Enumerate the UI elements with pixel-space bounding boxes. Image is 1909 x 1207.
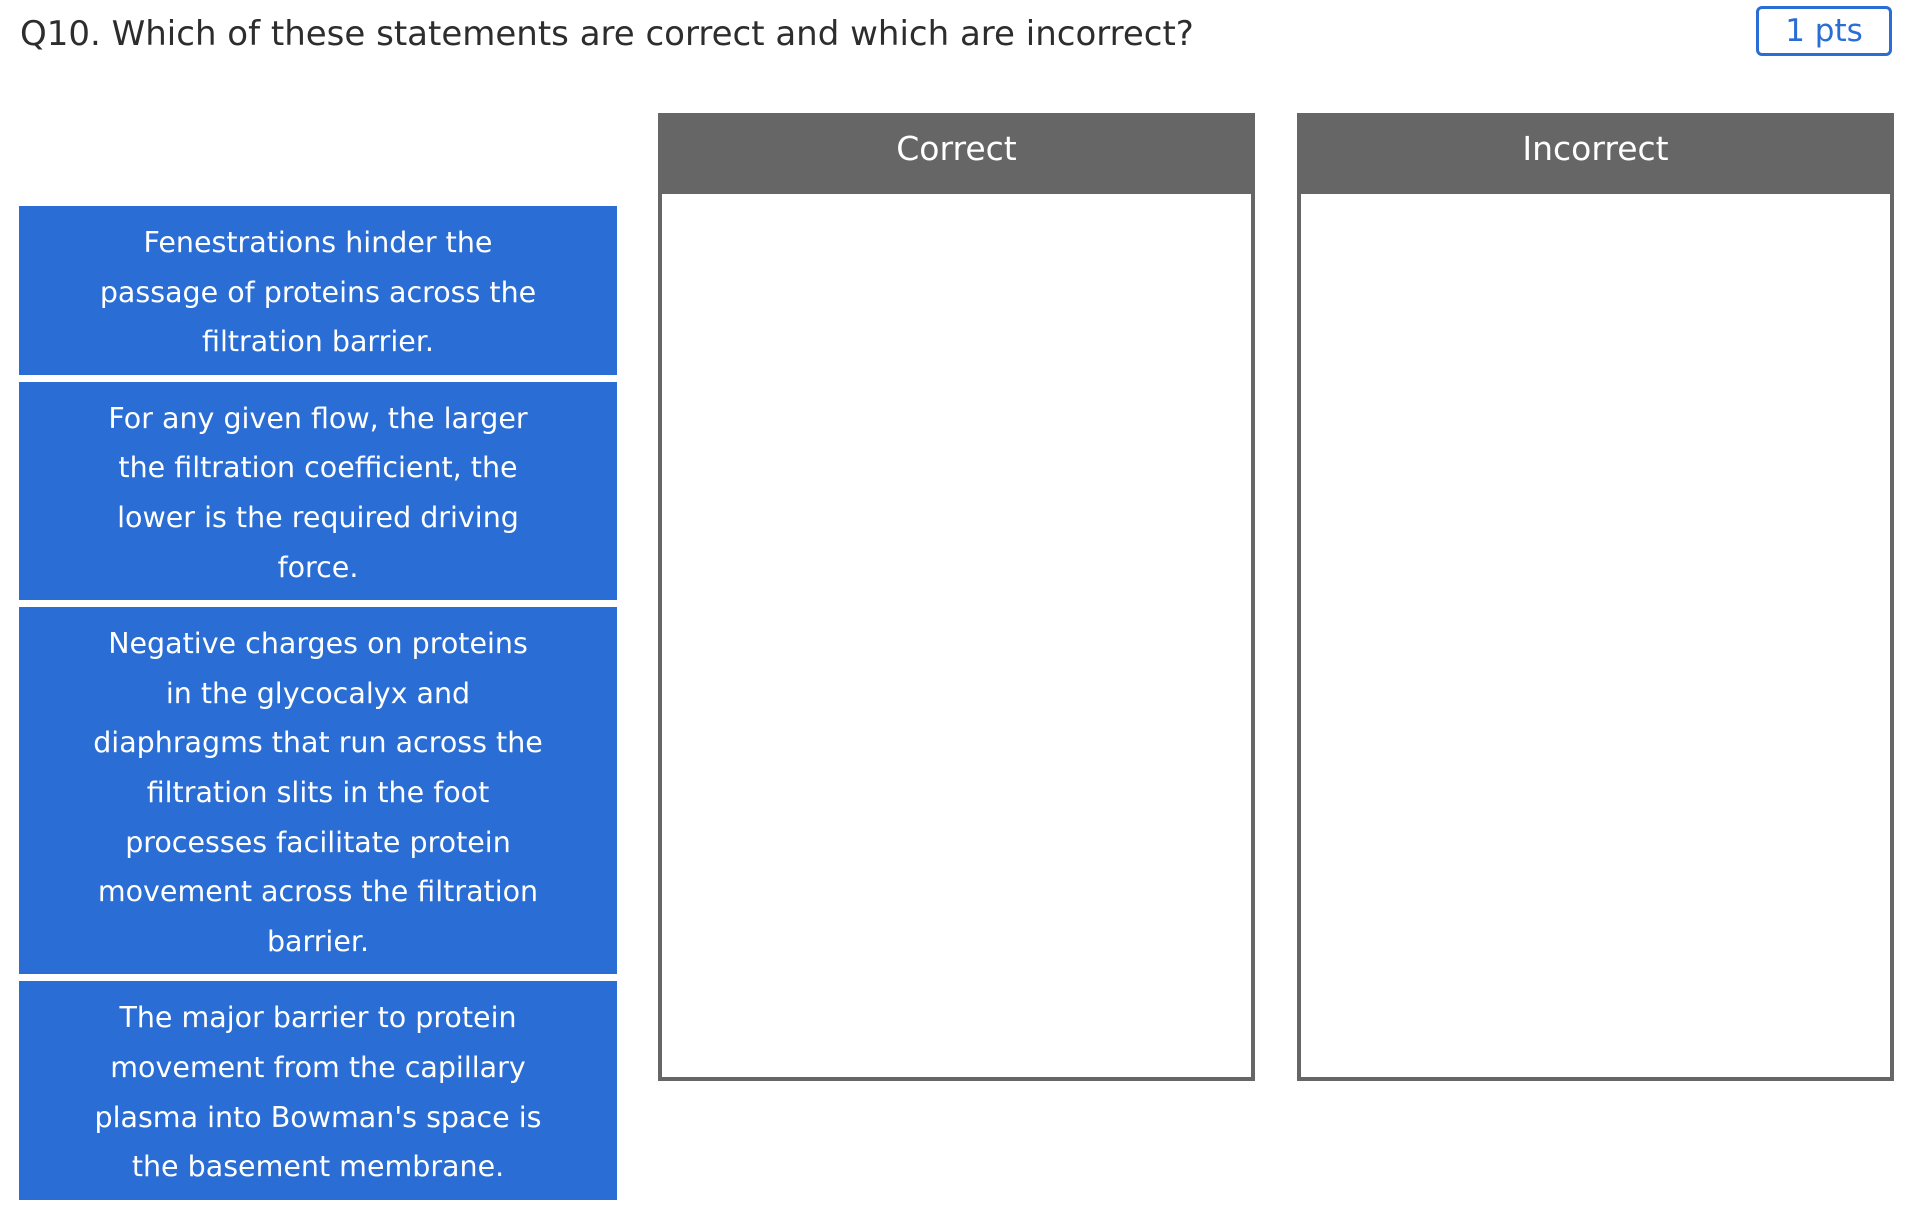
statement-card[interactable]: The major barrier to protein movement from the capillary plasma into Bowman's space is the basement membrane. [19, 981, 617, 1199]
question-title: Q10. Which of these statements are correct and which are incorrect? [20, 14, 1194, 54]
statement-card[interactable]: Fenestrations hinder the passage of proteins across the filtration barrier. [19, 206, 617, 375]
statement-list [19, 206, 617, 1207]
statement-card[interactable]: Negative charges on proteins in the glycocalyx and diaphragms that run across the filtration slits in the foot processes facilitate protein movement across the filtration barrier. [19, 607, 617, 974]
incorrect-drop-zone[interactable] [1301, 194, 1890, 1077]
points-badge: 1 pts [1756, 6, 1892, 56]
incorrect-bucket[interactable] [1297, 113, 1894, 1081]
incorrect-bucket-header: Incorrect [1301, 117, 1890, 194]
statement-card[interactable]: For any given flow, the larger the filtration coefficient, the lower is the required driving force. [19, 382, 617, 600]
correct-drop-zone[interactable] [662, 194, 1251, 1077]
correct-bucket[interactable] [658, 113, 1255, 1081]
correct-bucket-header: Correct [662, 117, 1251, 194]
